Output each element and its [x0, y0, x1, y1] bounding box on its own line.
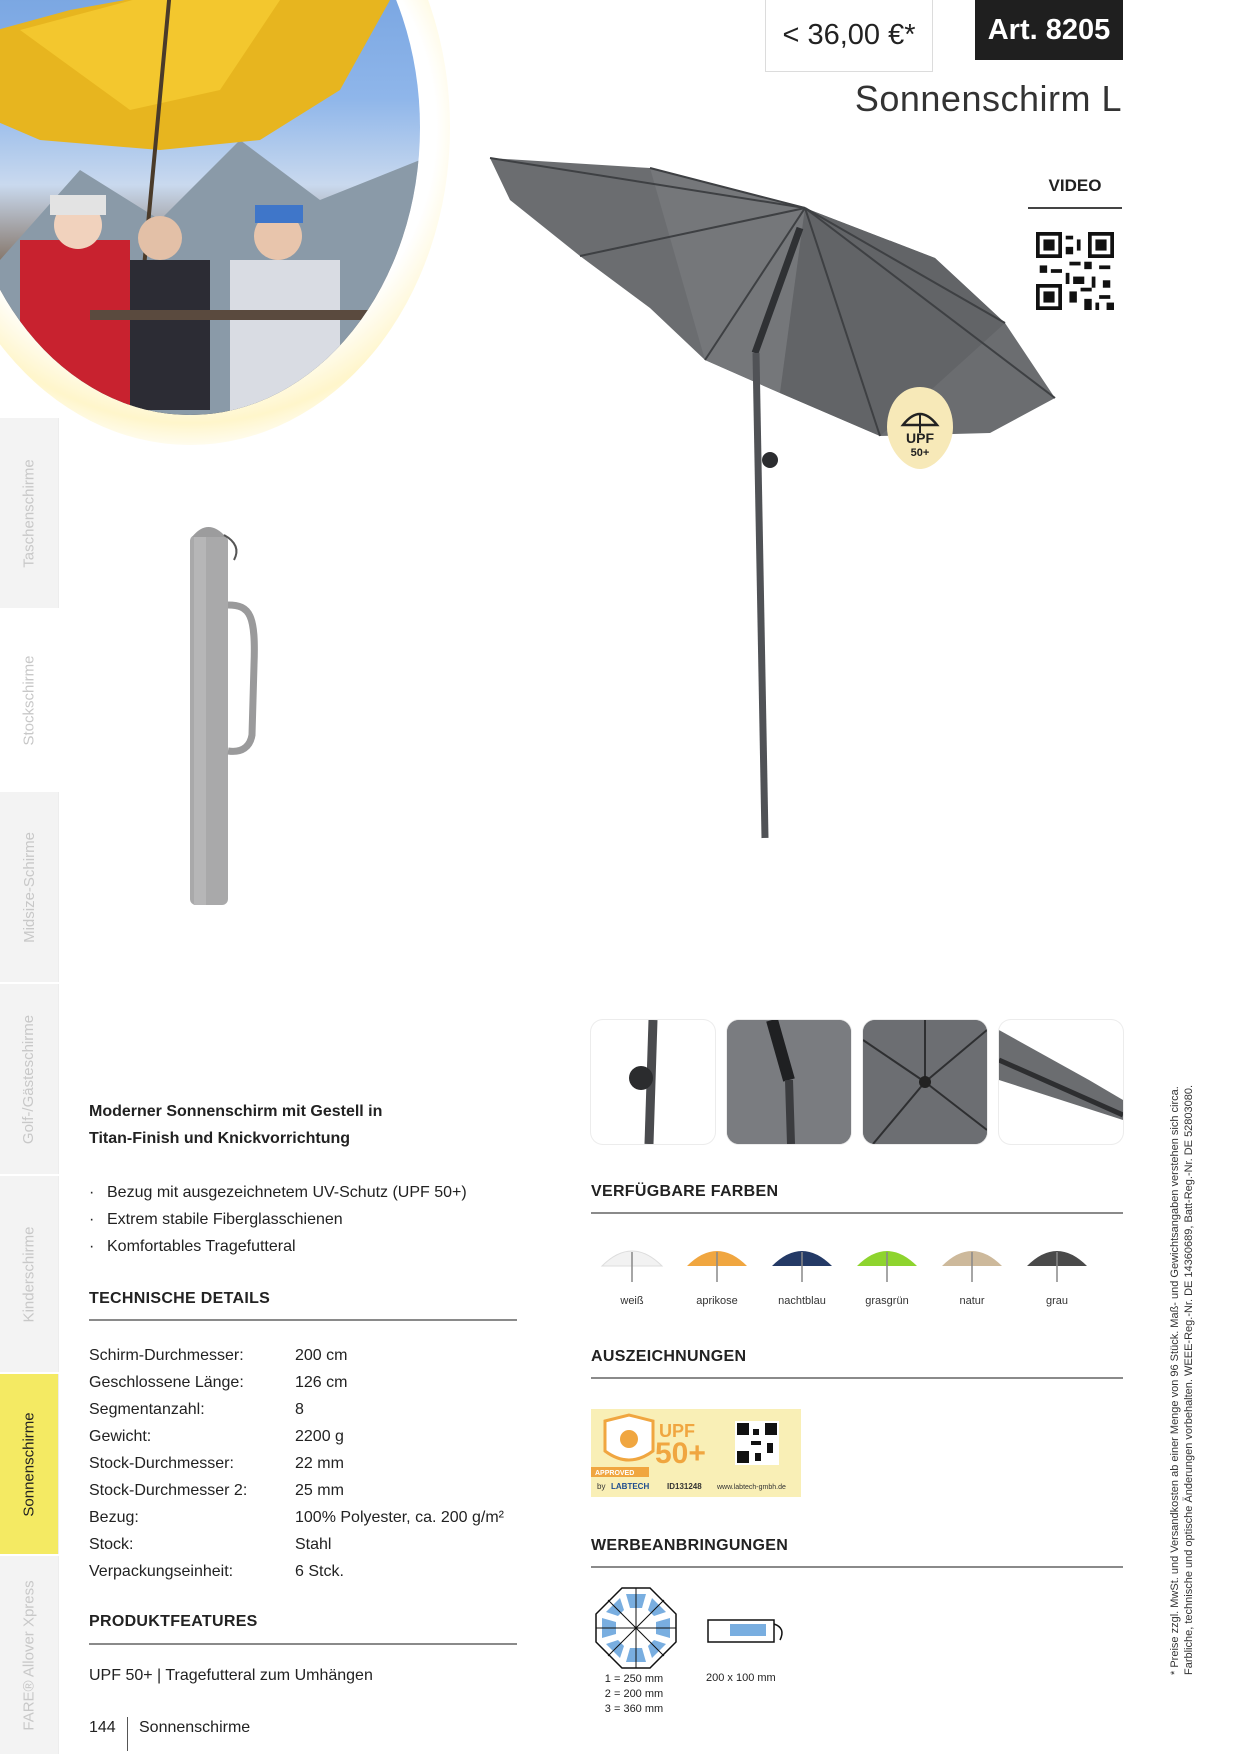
- color-swatch-aprikose[interactable]: [677, 1238, 757, 1307]
- disclaimer-line-1: * Preise zzgl. MwSt. und Versandkosten ab einer Menge von 96 Stück. Maß- und Gewichtsangaben verstehen sich circa.: [1169, 1086, 1181, 1675]
- thumbnail-frame-illustration: [863, 1020, 987, 1144]
- tech-value: 2200 g: [295, 1427, 344, 1445]
- tech-key: Bezug:: [89, 1508, 139, 1526]
- table-row: [89, 1477, 504, 1504]
- table-row: [89, 1423, 504, 1450]
- upf-badge-by: by: [597, 1482, 606, 1491]
- umbrella-image: [480, 148, 1100, 848]
- disclaimer-line-2: Farbliche, technische und optische Änderungen vorbehalten. WEEE-Reg.-Nr. DE 14360689, Batt-Reg.-Nr. DE 52803080.: [1183, 1084, 1195, 1675]
- bullet-item: · Bezug mit ausgezeichnetem UV-Schutz (UPF 50+): [89, 1179, 509, 1206]
- print-areas-title: WERBEANBRINGUNGEN: [591, 1537, 789, 1554]
- tech-key: Gewicht:: [89, 1427, 152, 1445]
- price-box: < 36,00 €*: [765, 0, 933, 72]
- divider: [591, 1377, 1123, 1379]
- side-tab-kinderschirme[interactable]: [0, 1176, 59, 1372]
- umbrella-icon: [682, 1238, 752, 1282]
- umbrella-icon: [937, 1238, 1007, 1282]
- umbrella-icon: [1022, 1238, 1092, 1282]
- divider: [89, 1643, 517, 1645]
- print-area-case-icon: [706, 1614, 786, 1650]
- headline-line-2: Titan-Finish und Knickvorrichtung: [89, 1130, 351, 1147]
- tech-key: Stock-Durchmesser:: [89, 1454, 234, 1472]
- table-row: [89, 1342, 504, 1369]
- color-label: nachtblau: [778, 1295, 826, 1307]
- color-swatch-natur[interactable]: [932, 1238, 1012, 1307]
- video-link[interactable]: VIDEO: [1048, 176, 1102, 195]
- product-features-text: UPF 50+ | Tragefutteral zum Umhängen: [89, 1667, 373, 1684]
- tech-details-title: TECHNISCHE DETAILS: [89, 1290, 271, 1307]
- divider: [591, 1212, 1123, 1214]
- tech-value: 8: [295, 1400, 304, 1418]
- product-features-title: PRODUKTFEATURES: [89, 1613, 258, 1630]
- page-number: 144: [89, 1719, 116, 1736]
- upf-badge-top: UPF: [906, 430, 934, 446]
- thumbnail-frame[interactable]: [863, 1020, 987, 1144]
- tech-key: Segmentanzahl:: [89, 1400, 205, 1418]
- upf-badge-id: ID131248: [667, 1482, 702, 1491]
- side-tab-label: FARE® Allover Xpress: [20, 1579, 38, 1731]
- tech-key: Stock-Durchmesser 2:: [89, 1481, 248, 1499]
- divider: [89, 1319, 517, 1321]
- product-title: Sonnenschirm L: [854, 78, 1122, 119]
- umbrella-icon: [852, 1238, 922, 1282]
- upf-badge-bottom: 50+: [910, 447, 930, 459]
- side-tab-sonnenschirme[interactable]: [0, 1374, 59, 1554]
- color-swatch-grasgruen[interactable]: [847, 1238, 927, 1307]
- tech-key: Schirm-Durchmesser:: [89, 1346, 244, 1364]
- table-row: [89, 1396, 504, 1423]
- color-label: grasgrün: [865, 1295, 909, 1307]
- article-number: Art. 8205: [975, 0, 1123, 60]
- color-label: weiß: [620, 1295, 644, 1307]
- side-tab-label: Kinderschirme: [20, 1226, 38, 1322]
- print-spec-line: 2 = 200 mm: [604, 1688, 664, 1700]
- side-tab-label: Stockschirme: [20, 654, 38, 746]
- tech-key: Stock:: [89, 1535, 134, 1553]
- awards-title: AUSZEICHNUNGEN: [591, 1348, 747, 1365]
- colors-title: VERFÜGBARE FARBEN: [591, 1183, 779, 1200]
- product-headline: [89, 1098, 509, 1152]
- print-spec-line: 3 = 360 mm: [604, 1703, 664, 1715]
- side-tab-label: Sonnenschirme: [20, 1411, 38, 1517]
- print-spec-line: 1 = 250 mm: [604, 1673, 664, 1685]
- tech-value: 200 cm: [295, 1346, 348, 1364]
- divider: [591, 1566, 1123, 1568]
- thumbnail-tilt[interactable]: [727, 1020, 851, 1144]
- tech-value: Stahl: [295, 1535, 332, 1553]
- footer-section: Sonnenschirme: [139, 1719, 251, 1736]
- upf-badge-word: UPF: [659, 1421, 695, 1441]
- print-area-octagon-icon: [594, 1586, 678, 1670]
- table-row: [89, 1558, 504, 1585]
- tech-key: Verpackungseinheit:: [89, 1562, 234, 1580]
- side-tab-label: Golf-/Gästeschirme: [20, 1014, 38, 1144]
- upf-badge-icon: [885, 385, 955, 471]
- side-tab-midsize[interactable]: [0, 792, 59, 982]
- tech-value: 100% Polyester, ca. 200 g/m²: [295, 1508, 504, 1526]
- thumbnail-tilt-illustration: [727, 1020, 851, 1144]
- side-tab-taschenschirme[interactable]: [0, 418, 59, 608]
- tech-key: Geschlossene Länge:: [89, 1373, 244, 1391]
- color-label: aprikose: [696, 1295, 738, 1307]
- upf-approved-badge: [591, 1409, 801, 1497]
- table-row: [89, 1504, 504, 1531]
- tech-value: 25 mm: [295, 1481, 344, 1499]
- side-tab-golf[interactable]: [0, 984, 59, 1174]
- thumbnail-joint[interactable]: [591, 1020, 715, 1144]
- side-tab-fare-allover[interactable]: [0, 1556, 59, 1754]
- color-label: grau: [1045, 1295, 1069, 1307]
- print-spec-case: 200 x 100 mm: [706, 1672, 776, 1684]
- side-tab-label: Midsize-Schirme: [20, 831, 38, 943]
- color-label: natur: [959, 1295, 985, 1307]
- bullet-item: · Komfortables Tragefutteral: [89, 1233, 509, 1260]
- tech-value: 22 mm: [295, 1454, 344, 1472]
- carry-bag-image: [180, 515, 270, 905]
- umbrella-icon: [767, 1238, 837, 1282]
- table-row: [89, 1450, 504, 1477]
- table-row: [89, 1531, 504, 1558]
- upf-badge-lab: LABTECH: [611, 1482, 650, 1491]
- thumbnail-closed-illustration: [999, 1020, 1123, 1144]
- tech-details-table: [89, 1342, 504, 1585]
- table-row: [89, 1369, 504, 1396]
- footer-divider: [127, 1717, 128, 1751]
- color-swatch-nachtblau[interactable]: [762, 1238, 842, 1307]
- feature-bullets: [89, 1179, 509, 1260]
- bullet-item: · Extrem stabile Fiberglasschienen: [89, 1206, 509, 1233]
- thumbnail-closed[interactable]: [999, 1020, 1123, 1144]
- upf-badge-value: 50+: [655, 1437, 706, 1470]
- side-tab-label: Taschenschirme: [20, 458, 38, 568]
- tech-value: 126 cm: [295, 1373, 348, 1391]
- color-swatch-weiss[interactable]: [592, 1238, 672, 1307]
- umbrella-icon: [597, 1238, 667, 1282]
- upf-badge-approved: APPROVED: [595, 1470, 635, 1477]
- upf-approved-illustration: [591, 1409, 801, 1497]
- color-swatch-grau[interactable]: [1017, 1238, 1097, 1307]
- side-tab-stockschirme[interactable]: [0, 610, 58, 790]
- disclaimer-text: [1168, 1075, 1196, 1675]
- upf-badge-url: www.labtech-gmbh.de: [717, 1484, 786, 1491]
- print-spec-octagon: [591, 1672, 677, 1717]
- headline-line-1: Moderner Sonnenschirm mit Gestell in: [89, 1103, 383, 1120]
- thumbnail-joint-illustration: [591, 1020, 715, 1144]
- tech-value: 6 Stck.: [295, 1562, 344, 1580]
